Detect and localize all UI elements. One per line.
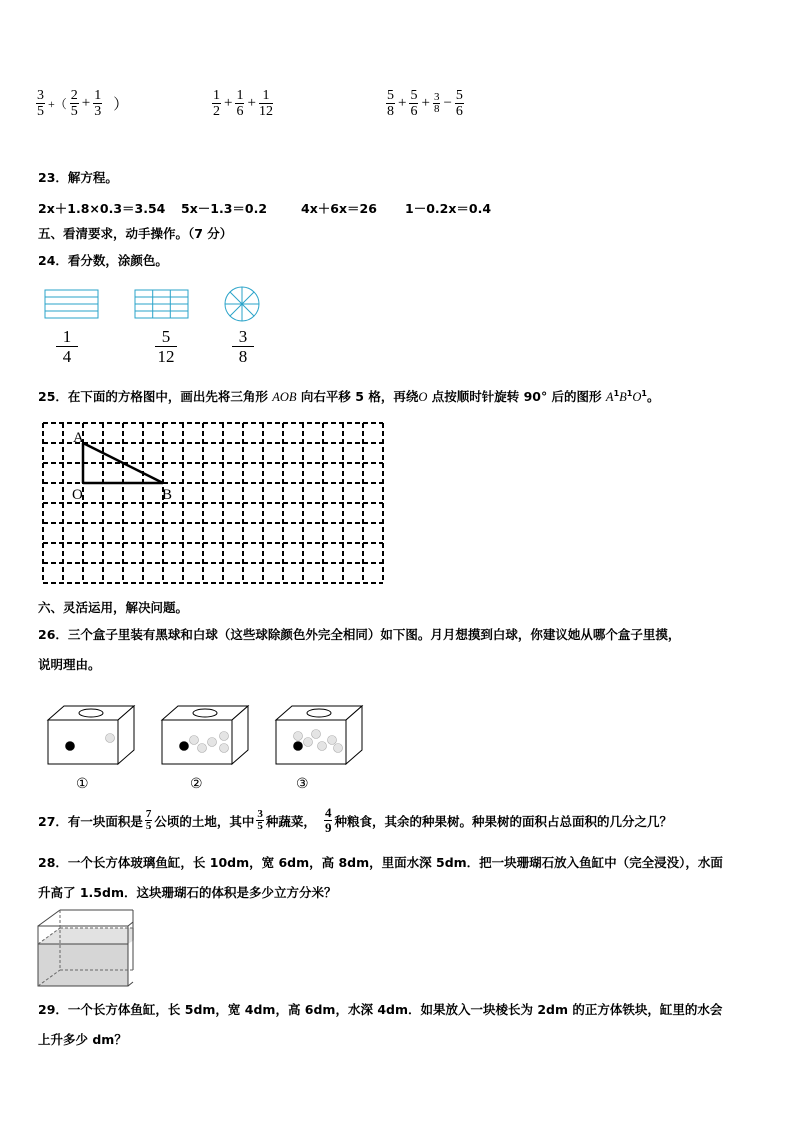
operator: +: [81, 95, 91, 111]
equation-2: 5x－1.3＝0.2: [181, 201, 268, 216]
white-ball: [328, 736, 337, 745]
rectangle-12-parts[interactable]: [134, 288, 190, 322]
white-ball: [190, 736, 199, 745]
fraction: $\frac{5}{6}$: [455, 88, 463, 119]
fraction: $\frac{1}{6}$: [236, 88, 244, 119]
ball-box-3: [276, 706, 362, 764]
fraction-five-twelfths: 5 12: [155, 327, 177, 366]
white-ball: [318, 742, 327, 751]
question-24-title: 24．看分数，涂颜色。: [38, 253, 168, 268]
operator: −: [443, 95, 452, 111]
question-29-line-1: 29．一个长方体鱼缸，长 5dm，宽 4dm，高 6dm，水深 4dm．如果放入一块棱长为 2dm 的正方体铁块，缸里的水会: [38, 1002, 723, 1017]
white-ball: [312, 730, 321, 739]
question-26-line-1: 26．三个盒子里装有黑球和白球（这些球除颜色外完全相同）如下图。月月想摸到白球，你建议她从哪个盒子里摸，: [38, 627, 681, 642]
box-label-3: ③: [296, 776, 309, 792]
white-ball: [106, 734, 115, 743]
ball-box-1: [48, 706, 134, 764]
question-23-title: 23．解方程。: [38, 170, 118, 185]
fraction: $\frac{5}{6}$: [410, 88, 418, 119]
fraction: $\frac{3}{5}$: [257, 808, 263, 832]
label-a: A: [73, 430, 84, 446]
ball-box-2: [162, 706, 248, 764]
black-ball: [180, 742, 189, 751]
equation-3: 4x＋6x＝26: [301, 201, 377, 216]
fraction: $\frac{1}{3}$: [94, 88, 102, 119]
label-b: B: [162, 487, 173, 503]
black-ball: [294, 742, 303, 751]
fraction: $\frac{4}{9}$: [324, 805, 332, 835]
operator: ）: [113, 97, 129, 113]
box-label-2: ②: [190, 776, 203, 792]
dashed-grid[interactable]: [40, 420, 384, 586]
white-ball: [304, 738, 313, 747]
equation-4: 1－0.2x＝0.4: [405, 201, 492, 216]
fraction: $\frac{1}{2}$: [213, 88, 220, 119]
question-26-line-2: 说明理由。: [38, 657, 101, 672]
question-28-line-1: 28．一个长方体玻璃鱼缸，长 10dm，宽 6dm，高 8dm，里面水深 5dm．把一块珊瑚石放入鱼缸中（完全浸没），水面: [38, 855, 723, 870]
fraction: $\frac{7}{5}$: [145, 808, 152, 832]
fraction-one-quarter: 1 4: [56, 327, 78, 366]
fish-tank-figure: [34, 908, 134, 988]
white-ball: [294, 732, 303, 741]
operator: +: [224, 95, 233, 111]
label-o: O: [72, 487, 83, 503]
white-ball: [220, 732, 229, 741]
equation-1: 2x＋1.8×0.3＝3.54: [38, 201, 166, 216]
expression-3: [386, 88, 464, 119]
fraction-three-eighths: 3 8: [232, 327, 254, 366]
operator: +: [421, 95, 430, 111]
circle-8-parts[interactable]: [222, 284, 262, 324]
fraction: $\frac{5}{8}$: [387, 88, 394, 119]
fraction: $\frac{3}{8}$: [433, 91, 440, 115]
operator: +（: [48, 97, 67, 111]
question-28-line-2: 升高了 1.5dm．这块珊瑚石的体积是多少立方分米？: [38, 885, 337, 900]
fraction: $\frac{2}{5}$: [70, 88, 78, 119]
question-29-line-2: 上升多少 dm？: [38, 1032, 127, 1047]
white-ball: [334, 744, 343, 753]
expression-2: [212, 88, 273, 119]
black-ball: [66, 742, 75, 751]
question-27-text: 27．有一块面积是 $\frac{7}{5}$ 公顷的土地，其中 $\frac{3}{5}$ 种蔬菜， $\frac{4}{9}$ 种粮食，其余的种果树。种果树的面积占总面积的几分之几？: [38, 805, 672, 835]
operator: +: [398, 95, 407, 111]
question-25-text: 25．在下面的方格图中，画出先将三角形 AOB 向右平移 5 格，再绕O 点按顺时针旋转 90° 后的图形 $A^1B^1O^1$。: [38, 388, 660, 404]
operator: +: [247, 95, 256, 111]
fraction: $\frac{1}{12}$: [258, 88, 273, 119]
fraction: $\frac{3}{5}$: [37, 88, 44, 119]
expression-1: [36, 88, 128, 119]
section-6-heading: 六、灵活运用，解决问题。: [38, 600, 189, 615]
box-label-1: ①: [76, 776, 89, 792]
white-ball: [220, 744, 229, 753]
three-boxes-figure: [44, 700, 384, 770]
white-ball: [208, 738, 217, 747]
white-ball: [198, 744, 207, 753]
rectangle-4-parts[interactable]: [44, 288, 100, 322]
section-5-heading: 五、看清要求，动手操作。（7 分）: [38, 226, 233, 241]
